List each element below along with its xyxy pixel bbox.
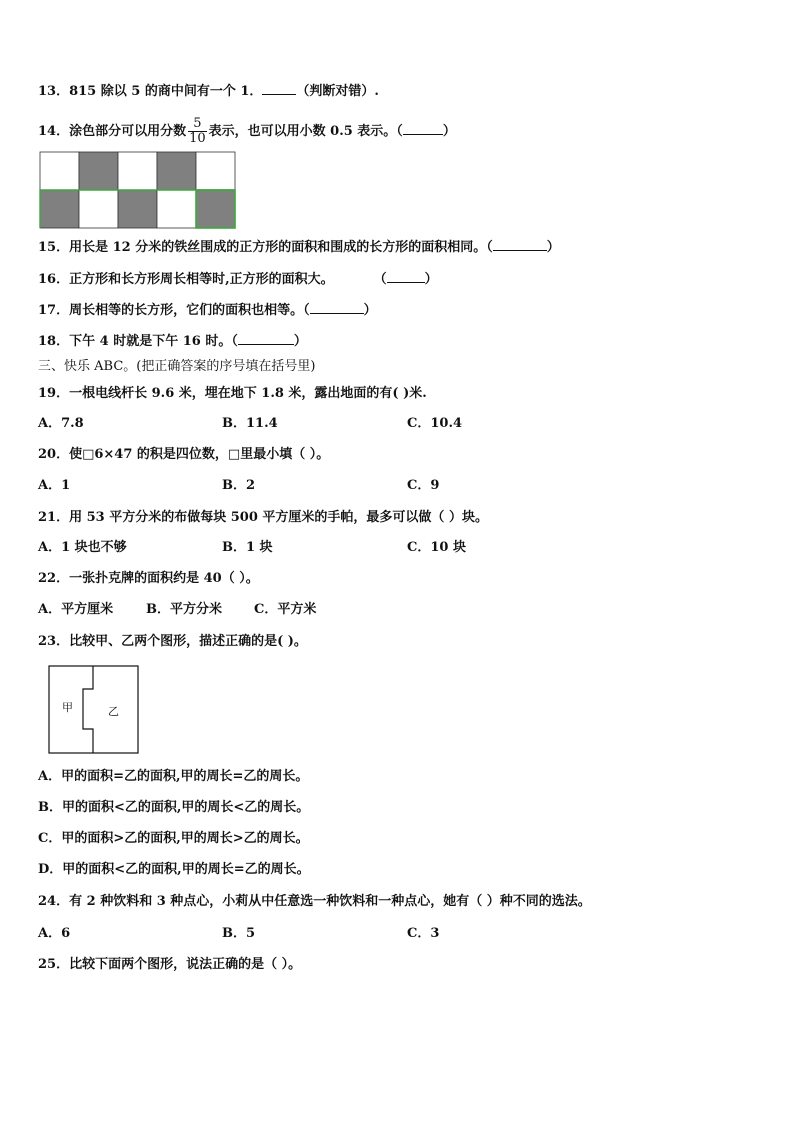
option-b[interactable]: B．5: [222, 926, 256, 941]
option-b[interactable]: B．2: [222, 478, 256, 493]
answer-blank[interactable]: [403, 122, 443, 135]
question-16: 16．正方形和长方形周长相等时,正方形的面积大。 （ ）: [38, 272, 438, 287]
label-yi: 乙: [108, 705, 119, 718]
question-23: 23．比较甲、乙两个图形，描述正确的是( )。: [38, 634, 307, 649]
option-a[interactable]: A．甲的面积=乙的面积,甲的周长=乙的周长。: [38, 769, 309, 784]
answer-blank[interactable]: [238, 332, 294, 345]
option-a[interactable]: A．6: [38, 926, 71, 941]
grid-cell: [79, 190, 118, 228]
grid-cell: [118, 152, 157, 190]
question-20: 20．使□6×47 的积是四位数，□里最小填（ ）。: [38, 447, 330, 462]
option-b[interactable]: B．11.4: [222, 416, 278, 431]
option-b[interactable]: B．1 块: [222, 540, 273, 555]
option-c[interactable]: C．平方米: [254, 602, 317, 617]
option-c[interactable]: C．9: [407, 478, 440, 493]
question-19: 19．一根电线杆长 9.6 米，埋在地下 1.8 米，露出地面的有( )米.: [38, 386, 427, 401]
answer-blank[interactable]: [262, 82, 296, 95]
grid-cells: [40, 152, 235, 228]
option-b[interactable]: B．甲的面积<乙的面积,甲的周长<乙的周长。: [38, 800, 310, 815]
question-15: 15．用长是 12 分米的铁丝围成的正方形的面积和围成的长方形的面积相同。（ ）: [38, 240, 560, 255]
option-a[interactable]: A．1: [38, 478, 71, 493]
option-c[interactable]: C．3: [407, 926, 440, 941]
section-title: 三、快乐 ABC。(把正确答案的序号填在括号里): [38, 359, 316, 374]
option-c[interactable]: C．10.4: [407, 416, 463, 431]
option-c[interactable]: C．10 块: [407, 540, 466, 555]
question-17: 17．周长相等的长方形，它们的面积也相等。（ ）: [38, 303, 377, 318]
option-a[interactable]: A．7.8: [38, 416, 84, 431]
grid-cell: [196, 152, 235, 190]
option-d[interactable]: D．甲的面积<乙的面积,甲的周长=乙的周长。: [38, 862, 310, 877]
question-24: 24．有 2 种饮料和 3 种点心，小莉从中任意选一种饮料和一种点心，她有（ ）种不同的选法。: [38, 894, 591, 909]
option-a[interactable]: A．1 块也不够: [38, 540, 127, 555]
option-c[interactable]: C．甲的面积>乙的面积,甲的周长>乙的周长。: [38, 831, 309, 846]
option-a[interactable]: A．平方厘米: [38, 602, 114, 617]
question-22: 22．一张扑克牌的面积约是 40（ ）。: [38, 571, 259, 586]
question-21: 21．用 53 平方分米的布做每块 500 平方厘米的手帕，最多可以做（ ）块。: [38, 510, 488, 525]
answer-blank[interactable]: [310, 301, 364, 314]
option-b[interactable]: B．平方分米: [146, 602, 222, 617]
question-13: 13．815 除以 5 的商中间有一个 1． （判断对错）.: [38, 84, 379, 99]
grid-cell: [157, 190, 196, 228]
question-25: 25．比较下面两个图形，说法正确的是（ ）。: [38, 957, 302, 972]
grid-cell: [118, 190, 157, 228]
question-18: 18．下午 4 时就是下午 16 时。（ ）: [38, 334, 307, 349]
label-jia: 甲: [62, 701, 73, 714]
answer-blank[interactable]: [387, 270, 425, 283]
question-14: 14．涂色部分可以用分数 $\frac{5}{10}$ 表示，也可以用小数 0.5 表示。（ ）: [38, 116, 456, 146]
grid-cell: [40, 152, 79, 190]
grid-cell: [196, 190, 235, 228]
jia-yi-figure: [48, 665, 140, 755]
fraction: $\frac{5}{10}$: [189, 116, 206, 146]
answer-blank[interactable]: [493, 238, 547, 251]
grid-cell: [79, 152, 118, 190]
grid-cell: [157, 152, 196, 190]
shaded-grid-figure: [38, 150, 240, 230]
grid-cell: [40, 190, 79, 228]
dividing-line: [83, 666, 93, 753]
